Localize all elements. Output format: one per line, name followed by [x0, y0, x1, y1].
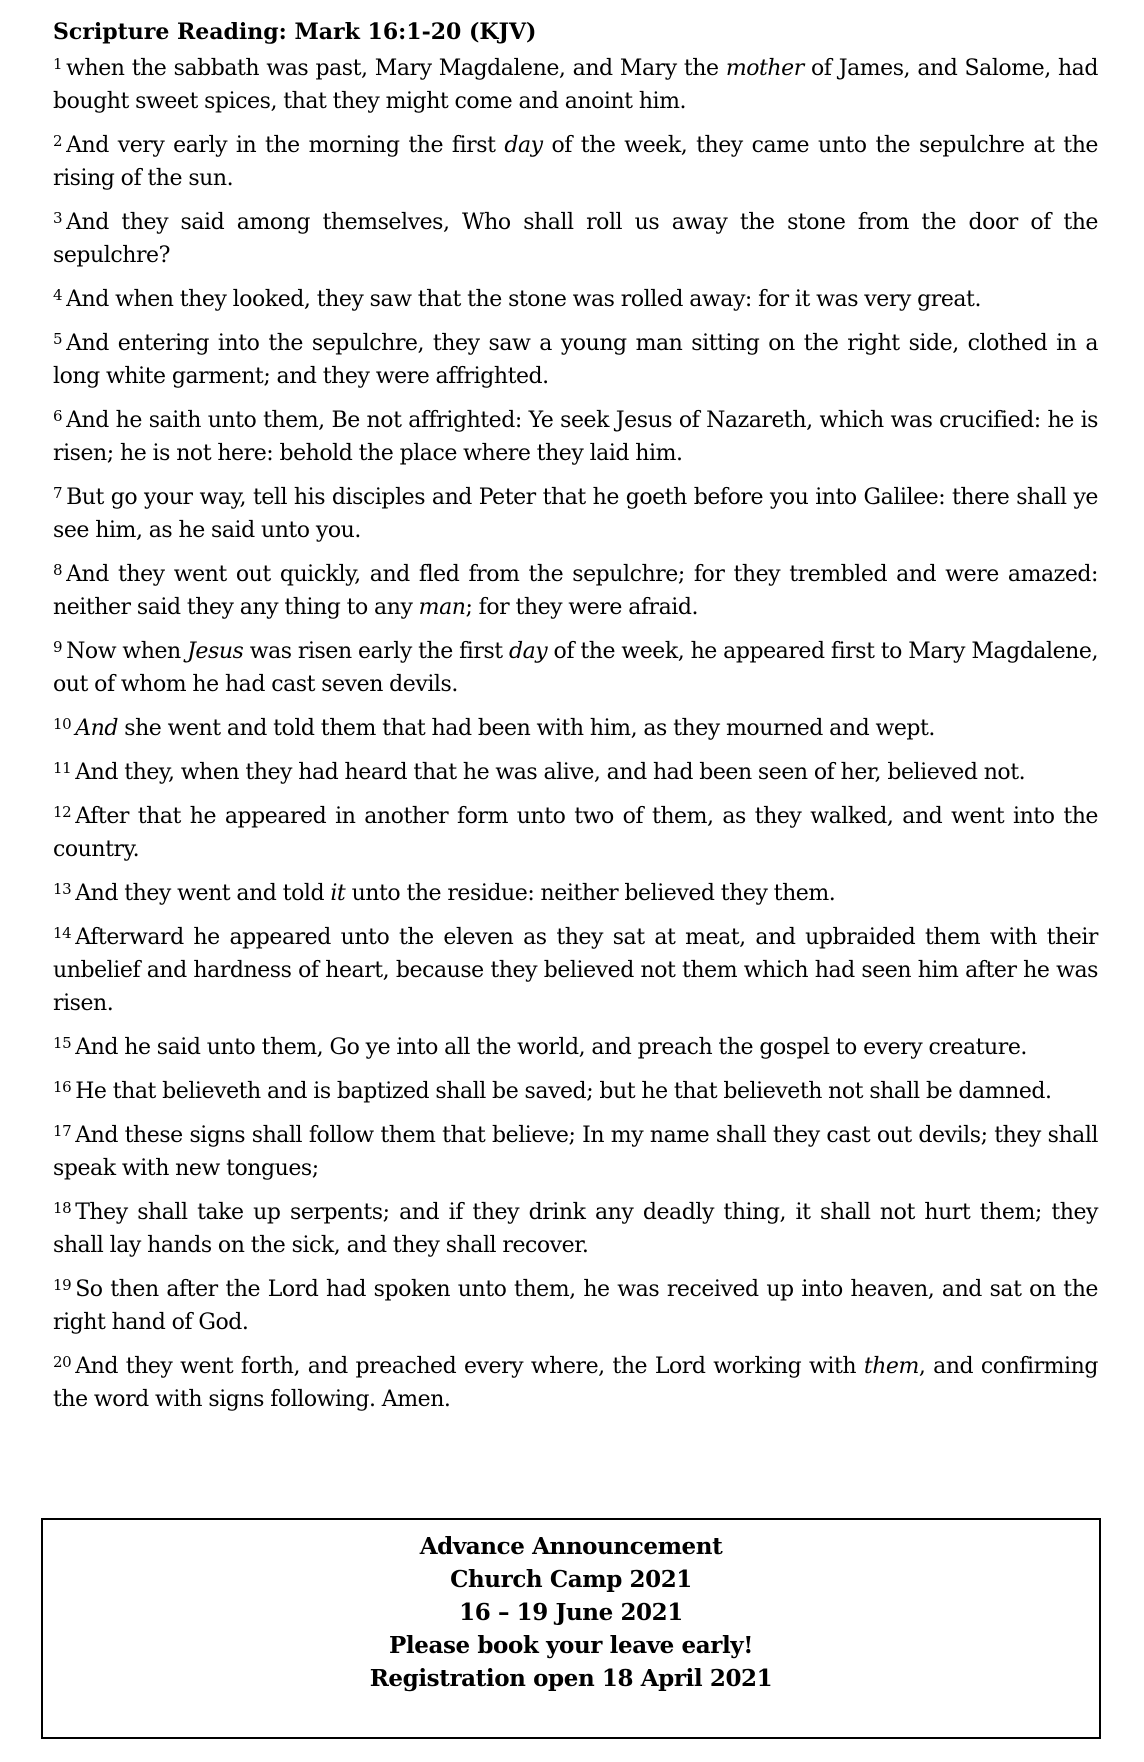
- announcement-dates: 16 – 19 June 2021: [459, 1599, 683, 1626]
- announcement-box: [41, 1518, 1101, 1739]
- verse: [53, 712, 1098, 745]
- verse-text: Now when: [66, 639, 188, 664]
- verse-text: So then after the Lord had spoken unto them, he was received up into heaven, and sat on the right hand of God.: [53, 1277, 1098, 1335]
- verse: [53, 1273, 1098, 1339]
- verse-number: 20: [53, 1353, 72, 1371]
- verse: [53, 558, 1098, 624]
- verse-number: 11: [53, 759, 72, 777]
- scripture-reading: [53, 16, 1098, 1427]
- verse: [53, 283, 1098, 316]
- verse: [53, 756, 1098, 789]
- verse: [53, 921, 1098, 1020]
- verse-text: And they went out quickly, and fled from the sepulchre; for they trembled and were amazed: neither said they any thing to any: [53, 562, 1098, 620]
- verse: [53, 635, 1098, 701]
- verse-number: 2: [53, 132, 63, 150]
- verse-number: 12: [53, 803, 72, 821]
- verse-text: And he saith unto them, Be not affrighted: Ye seek Jesus of Nazareth, which was crucified: he is risen; he is not here: behold the place where they laid him.: [53, 408, 1098, 466]
- verse-number: 7: [53, 484, 63, 502]
- verse-number: 4: [53, 286, 63, 304]
- verse: [53, 1075, 1098, 1108]
- verse-text: He that believeth and is baptized shall be saved; but he that believeth not shall be damned.: [75, 1079, 1052, 1104]
- verse-text: And they, when they had heard that he was alive, and had been seen of her, believed not.: [75, 760, 1026, 785]
- verse-number: 8: [53, 561, 63, 579]
- verse: [53, 52, 1098, 118]
- verse-text: They shall take up serpents; and if they drink any deadly thing, it shall not hurt them; they shall lay hands on the sick, and they shall recover.: [53, 1200, 1098, 1258]
- announcement-event: Church Camp 2021: [450, 1566, 692, 1593]
- verse-text: And entering into the sepulchre, they saw a young man sitting on the right side, clothed in a long white garment; and they were affrighted.: [53, 331, 1098, 389]
- verse-list: [53, 52, 1098, 1416]
- verse-number: 13: [53, 880, 72, 898]
- verse: [53, 327, 1098, 393]
- verse-text: And they said among themselves, Who shall roll us away the stone from the door of the sepulchre?: [53, 210, 1098, 268]
- verse: [53, 404, 1098, 470]
- verse-number: 15: [53, 1034, 72, 1052]
- verse-italic-text: them: [863, 1354, 919, 1379]
- verse-number: 6: [53, 407, 63, 425]
- verse-number: 14: [53, 924, 72, 942]
- verse-italic-text: Jesus: [187, 639, 244, 664]
- verse-text: of the week, he appeared first to Mary Magdalene, out of whom he had cast seven devils.: [53, 639, 1098, 697]
- announcement-registration: Registration open 18 April 2021: [369, 1665, 773, 1692]
- verse-italic-text: day: [508, 639, 548, 664]
- verse-text: And they went forth, and preached every where, the Lord working with: [75, 1354, 864, 1379]
- verse: [53, 1031, 1098, 1064]
- verse-number: 10: [53, 715, 72, 733]
- verse-text: of the week, they came unto the sepulchre at the rising of the sun.: [53, 133, 1098, 191]
- verse-italic-text: day: [504, 133, 543, 158]
- verse-text: unto the residue: neither believed they them.: [345, 881, 836, 906]
- verse-text: And these signs shall follow them that believe; In my name shall they cast out devils; they shall speak with new tongues;: [53, 1123, 1098, 1181]
- verse-italic-text: it: [330, 881, 346, 906]
- verse-text: when the sabbath was past, Mary Magdalene, and Mary the: [66, 56, 726, 81]
- verse-text: After that he appeared in another form unto two of them, as they walked, and went into the country.: [53, 804, 1098, 862]
- verse-text: And very early in the morning the first: [66, 133, 505, 158]
- verse-italic-text: mother: [725, 56, 804, 81]
- verse: [53, 877, 1098, 910]
- verse-number: 16: [53, 1078, 72, 1096]
- verse: [53, 1350, 1098, 1416]
- announcement-note: Please book your leave early!: [389, 1632, 753, 1659]
- verse-text: Afterward he appeared unto the eleven as they sat at meat, and upbraided them with their unbelief and hardness of heart, because they believed not them which had seen him after he was risen.: [53, 925, 1098, 1016]
- verse: [53, 481, 1098, 547]
- verse: [53, 129, 1098, 195]
- verse: [53, 1119, 1098, 1185]
- verse-text: And when they looked, they saw that the stone was rolled away: for it was very great.: [66, 287, 981, 312]
- verse-text: , and confirming the word with signs following. Amen.: [53, 1354, 1098, 1412]
- verse: [53, 206, 1098, 272]
- verse-text: And they went and told: [75, 881, 331, 906]
- verse-text: And he said unto them, Go ye into all the world, and preach the gospel to every creature.: [75, 1035, 1027, 1060]
- verse-number: 1: [53, 55, 63, 73]
- verse-text: she went and told them that had been with him, as they mourned and wept.: [117, 716, 935, 741]
- verse-number: 5: [53, 330, 63, 348]
- scripture-heading: Scripture Reading: Mark 16:1-20 (KJV): [53, 19, 537, 45]
- verse-number: 17: [53, 1122, 72, 1140]
- verse-italic-text: And: [75, 716, 118, 741]
- verse-text: But go your way, tell his disciples and Peter that he goeth before you into Galilee: there shall ye see him, as he said unto you.: [53, 485, 1098, 543]
- verse: [53, 1196, 1098, 1262]
- verse: [53, 800, 1098, 866]
- verse-number: 9: [53, 638, 63, 656]
- verse-text: of James, and Salome, had bought sweet spices, that they might come and anoint him.: [53, 56, 1098, 114]
- announcement-title: Advance Announcement: [419, 1533, 723, 1560]
- verse-number: 18: [53, 1199, 72, 1217]
- verse-number: 3: [53, 209, 63, 227]
- verse-number: 19: [53, 1276, 72, 1294]
- verse-text: was risen early the first: [243, 639, 509, 664]
- verse-text: ; for they were afraid.: [465, 595, 699, 620]
- verse-italic-text: man: [418, 595, 466, 620]
